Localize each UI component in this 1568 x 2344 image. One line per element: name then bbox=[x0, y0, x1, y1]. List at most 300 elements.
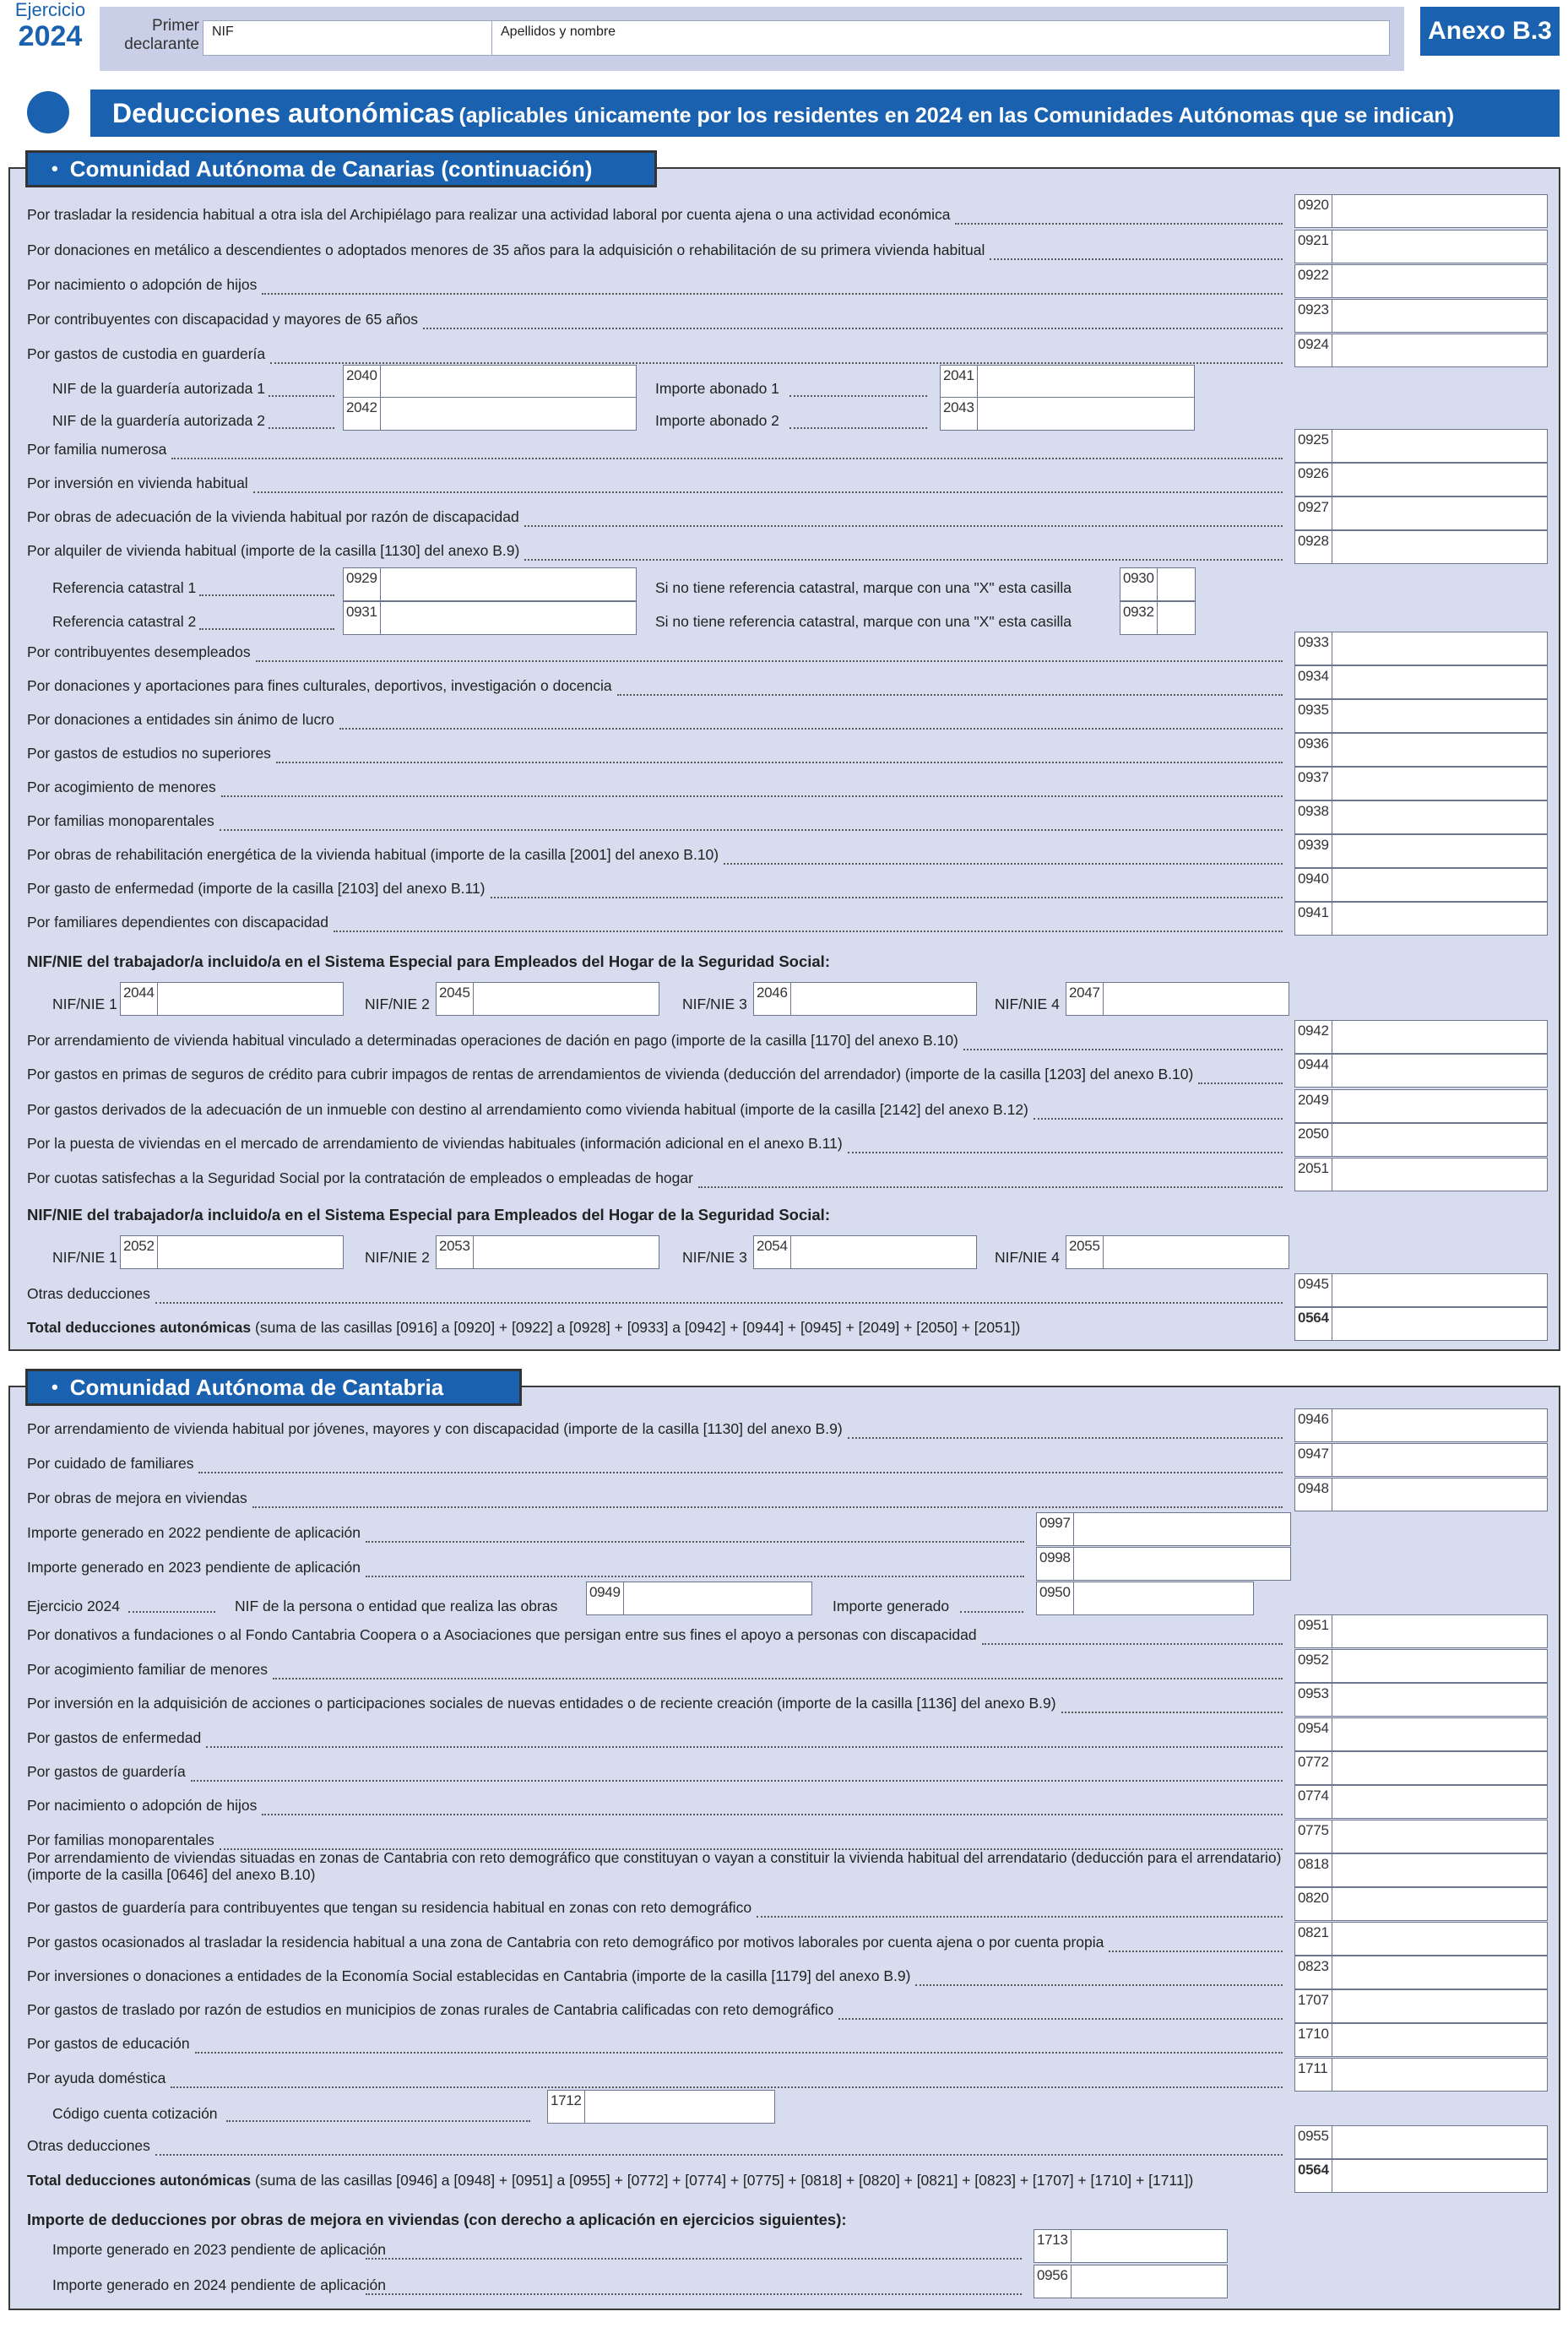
row-label-r0927: Por obras de adecuación de la vivienda habitual por razón de discapacidad bbox=[27, 508, 519, 525]
amount-box-r2050[interactable] bbox=[1294, 1123, 1548, 1157]
box-code: 0930 bbox=[1120, 568, 1158, 600]
box-code: 2040 bbox=[344, 366, 381, 398]
box-code: 2054 bbox=[754, 1236, 791, 1268]
leader-dots bbox=[982, 1643, 1283, 1645]
amount-box-r0775[interactable] bbox=[1294, 1820, 1548, 1853]
row-label-r0820: Por gastos de guardería para contribuyentes que tengan su residencia habitual en zonas con reto demográfico bbox=[27, 1899, 752, 1916]
box-value[interactable] bbox=[1332, 497, 1547, 529]
sin-referencia-label: Si no tiene referencia catastral, marque con una "X" esta casilla bbox=[655, 579, 1072, 596]
r0818-line2: (importe de la casilla [0646] del anexo B.10) bbox=[27, 1866, 316, 1883]
primer-declarante-label: Primer declarante bbox=[124, 17, 199, 53]
box-value[interactable] bbox=[1074, 1582, 1253, 1614]
box-value[interactable] bbox=[1332, 2126, 1547, 2158]
box-value[interactable] bbox=[381, 568, 636, 600]
leader-dots bbox=[171, 458, 1283, 459]
leader-dots bbox=[990, 258, 1283, 260]
nifnie-heading: NIF/NIE del trabajador/a incluido/a en el Sistema Especial para Empleados del Hogar de la Seguridad Social: bbox=[27, 952, 830, 970]
amount-box-r1711[interactable] bbox=[1294, 2058, 1548, 2092]
box-value[interactable] bbox=[1072, 2265, 1227, 2298]
amount-box-r0936[interactable] bbox=[1294, 733, 1548, 767]
anexo-badge: Anexo B.3 bbox=[1420, 7, 1560, 56]
row-label-r0823: Por inversiones o donaciones a entidades de la Economía Social establecidas en Cantabria (importe de la casilla [1179] del anexo B.9) bbox=[27, 1967, 911, 1984]
leader-dots bbox=[724, 863, 1283, 865]
guarderia-nif-box[interactable] bbox=[343, 365, 637, 399]
amount-box-r0934[interactable] bbox=[1294, 665, 1548, 699]
amount-box-r0954[interactable] bbox=[1294, 1717, 1548, 1751]
canarias-total-label bbox=[27, 1319, 1020, 1337]
nifnie-label-4: NIF/NIE 4 bbox=[995, 996, 1060, 1012]
amount-box-r0955[interactable] bbox=[1294, 2125, 1548, 2159]
box-value[interactable] bbox=[978, 366, 1194, 398]
box-value[interactable] bbox=[1332, 2059, 1547, 2091]
leader-dots bbox=[199, 628, 334, 630]
leader-dots bbox=[128, 1611, 215, 1613]
nifnie-label-2: NIF/NIE 2 bbox=[365, 1249, 430, 1266]
row-label-r0941: Por familiares dependientes con discapacidad bbox=[27, 914, 329, 931]
box-value[interactable] bbox=[1332, 265, 1547, 297]
nifnie-box-3[interactable] bbox=[753, 1235, 977, 1269]
amount-box-r0923[interactable] bbox=[1294, 299, 1548, 333]
amount-box-r2049[interactable] bbox=[1294, 1089, 1548, 1123]
box-code: 0997 bbox=[1037, 1513, 1074, 1545]
leader-dots bbox=[191, 1780, 1283, 1782]
box-value[interactable] bbox=[1332, 300, 1547, 332]
box-value[interactable] bbox=[1074, 1548, 1290, 1580]
leader-dots bbox=[1034, 1118, 1283, 1120]
box-value[interactable] bbox=[474, 1236, 659, 1268]
box-value[interactable] bbox=[1332, 1274, 1547, 1306]
box-value[interactable] bbox=[1332, 1888, 1547, 1920]
box-value[interactable] bbox=[1332, 1055, 1547, 1087]
leader-dots bbox=[198, 1472, 1283, 1473]
box-value[interactable] bbox=[1332, 1650, 1547, 1682]
leader-dots bbox=[366, 2258, 1022, 2260]
leader-dots bbox=[524, 559, 1283, 561]
importe-abonado-box[interactable] bbox=[940, 397, 1195, 431]
box-value[interactable] bbox=[1332, 2160, 1547, 2192]
box-code: 2047 bbox=[1066, 983, 1104, 1015]
leader-dots bbox=[789, 395, 927, 397]
box-code: 0941 bbox=[1295, 903, 1332, 935]
box-code: 0923 bbox=[1295, 300, 1332, 332]
amount-box-r0928[interactable] bbox=[1294, 530, 1548, 564]
box-code: 0926 bbox=[1295, 464, 1332, 496]
leader-dots bbox=[155, 2154, 1283, 2156]
box-code: 2053 bbox=[437, 1236, 474, 1268]
box-value[interactable] bbox=[1332, 1615, 1547, 1647]
leader-dots bbox=[252, 1506, 1283, 1508]
leader-dots bbox=[1198, 1082, 1283, 1084]
row-label-r0942: Por arrendamiento de vivienda habitual vinculado a determinadas operaciones de dación en pago (importe de la casilla [1170] del anexo B.10) bbox=[27, 1032, 958, 1049]
nifnie-box-3[interactable] bbox=[753, 982, 977, 1016]
box-value[interactable] bbox=[1158, 568, 1195, 600]
box-code: 0931 bbox=[344, 602, 381, 634]
row-label-r0940: Por gasto de enfermedad (importe de la casilla [2103] del anexo B.11) bbox=[27, 880, 486, 897]
box-code: 2049 bbox=[1295, 1090, 1332, 1122]
leader-dots bbox=[423, 328, 1283, 329]
row-label-r2049: Por gastos derivados de la adecuación de un inmueble con destino al arrendamiento como vivienda habitual (importe de la casilla [2142] del anexo B.12) bbox=[27, 1101, 1028, 1118]
box-value[interactable] bbox=[1332, 1820, 1547, 1853]
amount-box-r0772[interactable] bbox=[1294, 1751, 1548, 1785]
box-code: 0954 bbox=[1295, 1718, 1332, 1750]
amount-box-r0820[interactable] bbox=[1294, 1887, 1548, 1921]
box-value[interactable] bbox=[1332, 903, 1547, 935]
leader-dots bbox=[276, 762, 1283, 763]
amount-box-r0948[interactable] bbox=[1294, 1478, 1548, 1511]
amount-box-r0938[interactable] bbox=[1294, 800, 1548, 834]
leader-dots bbox=[366, 1541, 1024, 1543]
box-value[interactable] bbox=[1332, 334, 1547, 366]
amount-box-r0922[interactable] bbox=[1294, 264, 1548, 298]
box-value[interactable] bbox=[1332, 632, 1547, 665]
leader-dots bbox=[963, 1049, 1283, 1050]
row-label-r0934: Por donaciones y aportaciones para fines culturales, deportivos, investigación o docencia bbox=[27, 677, 612, 694]
amount-box-r1710[interactable] bbox=[1294, 2023, 1548, 2057]
amount-box-r1713[interactable] bbox=[1034, 2229, 1228, 2263]
box-value[interactable] bbox=[1074, 1513, 1290, 1545]
guarderia-nif-label: NIF de la guardería autorizada 2 bbox=[52, 412, 265, 429]
amount-box-r0920[interactable] bbox=[1294, 194, 1548, 228]
row-label-r0944: Por gastos en primas de seguros de crédito para cubrir impagos de rentas de arrendamientos de vivienda (deducción del arrendador) (importe de la casilla [1203] del anexo B.10) bbox=[27, 1066, 1194, 1082]
nifnie-label-3: NIF/NIE 3 bbox=[682, 996, 747, 1012]
box-value[interactable] bbox=[1332, 1158, 1547, 1191]
row-label-r1711: Por ayuda doméstica bbox=[27, 2070, 166, 2086]
amount-box-r0926[interactable] bbox=[1294, 463, 1548, 496]
amount-box-r0821[interactable] bbox=[1294, 1922, 1548, 1956]
leader-dots bbox=[915, 1984, 1283, 1986]
amount-box-r0998[interactable] bbox=[1036, 1547, 1291, 1581]
box-value[interactable] bbox=[1104, 983, 1289, 1015]
box-value[interactable] bbox=[1332, 531, 1547, 563]
leader-dots bbox=[226, 2120, 530, 2122]
box-code: 0564 bbox=[1295, 2160, 1332, 2192]
leader-dots bbox=[253, 491, 1283, 493]
box-value[interactable] bbox=[1332, 1718, 1547, 1750]
box-value[interactable] bbox=[978, 398, 1194, 430]
box-code: 0936 bbox=[1295, 734, 1332, 766]
amount-box-r0944[interactable] bbox=[1294, 1054, 1548, 1088]
box-value[interactable] bbox=[158, 983, 343, 1015]
row-label-r0939: Por obras de rehabilitación energética de la vivienda habitual (importe de la casilla [2001] del anexo B.10) bbox=[27, 846, 719, 863]
box-value[interactable] bbox=[1332, 734, 1547, 766]
box-value[interactable] bbox=[791, 1236, 976, 1268]
amount-box-r0937[interactable] bbox=[1294, 767, 1548, 800]
box-value[interactable] bbox=[158, 1236, 343, 1268]
row-label-r2050: Por la puesta de viviendas en el mercado de arrendamiento de viviendas habituales (información adicional en el anexo B.11) bbox=[27, 1135, 843, 1152]
canarias-total-box[interactable] bbox=[1294, 1307, 1548, 1341]
ejercicio-2024-label: Ejercicio 2024 bbox=[27, 1598, 120, 1614]
leader-dots bbox=[221, 795, 1283, 797]
box-code: 2045 bbox=[437, 983, 474, 1015]
box-value[interactable] bbox=[1332, 464, 1547, 496]
row-label-r0936: Por gastos de estudios no superiores bbox=[27, 745, 271, 762]
codigo-cuenta-label: Código cuenta cotización bbox=[52, 2105, 218, 2122]
box-value[interactable] bbox=[585, 2091, 774, 2123]
row-label-r1707: Por gastos de traslado por razón de estudios en municipios de zonas rurales de Cantabria calificadas con reto demográfico bbox=[27, 2001, 834, 2018]
row-label-r0775: Por familias monoparentales bbox=[27, 1831, 214, 1848]
leader-dots bbox=[960, 1611, 1023, 1613]
box-value[interactable] bbox=[1332, 1990, 1547, 2022]
box-value[interactable] bbox=[381, 366, 636, 398]
amount-box-r0818[interactable] bbox=[1294, 1853, 1548, 1887]
nifnie-label-3: NIF/NIE 3 bbox=[682, 1249, 747, 1266]
leader-dots bbox=[524, 525, 1283, 527]
r0818-line1: Por arrendamiento de viviendas situadas en zonas de Cantabria con reto demográfico que constituyan o vayan a constituir la vivienda habitual del arrendatario (deducción para el arrendatario) bbox=[27, 1849, 1282, 1866]
box-value[interactable] bbox=[624, 1582, 811, 1614]
amount-box-r0774[interactable] bbox=[1294, 1785, 1548, 1819]
cantabria-total-label bbox=[27, 2172, 1193, 2189]
box-code: 1707 bbox=[1295, 1990, 1332, 2022]
box-value[interactable] bbox=[1332, 231, 1547, 263]
sin-referencia-label: Si no tiene referencia catastral, marque con una "X" esta casilla bbox=[655, 613, 1072, 630]
nifnie-box-1[interactable] bbox=[120, 1235, 344, 1269]
row-label-r0935: Por donaciones a entidades sin ánimo de lucro bbox=[27, 711, 334, 728]
box-code: 2041 bbox=[941, 366, 978, 398]
apellidos-field[interactable] bbox=[491, 20, 1390, 56]
box-value[interactable] bbox=[791, 983, 976, 1015]
box-value[interactable] bbox=[1332, 2024, 1547, 2056]
box-code: 0928 bbox=[1295, 531, 1332, 563]
nif-label: NIF bbox=[212, 24, 234, 39]
leader-dots bbox=[171, 2086, 1283, 2088]
box-value[interactable] bbox=[1332, 700, 1547, 732]
importe-abonado-box[interactable] bbox=[940, 365, 1195, 399]
box-code: 0953 bbox=[1295, 1684, 1332, 1716]
amount-box-r0935[interactable] bbox=[1294, 699, 1548, 733]
leader-dots bbox=[339, 728, 1283, 730]
importe-abonado-label: Importe abonado 2 bbox=[655, 412, 779, 429]
box-code: 0921 bbox=[1295, 231, 1332, 263]
leader-dots bbox=[848, 1152, 1283, 1153]
row-label-r0923: Por contribuyentes con discapacidad y mayores de 65 años bbox=[27, 311, 419, 328]
bullet-icon: • bbox=[52, 158, 58, 179]
title-bold: Deducciones autonómicas bbox=[112, 98, 455, 128]
amount-box-r0952[interactable] bbox=[1294, 1649, 1548, 1683]
nifnie-label-1: NIF/NIE 1 bbox=[52, 996, 117, 1012]
row-label-r0928: Por alquiler de vivienda habitual (importe de la casilla [1130] del anexo B.9) bbox=[27, 542, 520, 559]
leader-dots bbox=[334, 931, 1283, 932]
leader-dots bbox=[269, 427, 334, 429]
leader-dots bbox=[155, 1302, 1283, 1304]
amount-box-r0945[interactable] bbox=[1294, 1273, 1548, 1307]
declarant-header bbox=[100, 7, 1404, 71]
nifnie-box-4[interactable] bbox=[1066, 982, 1289, 1016]
amount-box-r0927[interactable] bbox=[1294, 496, 1548, 530]
row-label-r0945: Otras deducciones bbox=[27, 1285, 150, 1302]
leader-dots bbox=[206, 1746, 1283, 1748]
box-code: 2055 bbox=[1066, 1236, 1104, 1268]
leader-dots bbox=[848, 1437, 1283, 1439]
amount-box-r0956[interactable] bbox=[1034, 2265, 1228, 2298]
amount-box-r0997[interactable] bbox=[1036, 1512, 1291, 1546]
box-code: 0774 bbox=[1295, 1786, 1332, 1818]
box-value[interactable] bbox=[1072, 2230, 1227, 2262]
box-value[interactable] bbox=[474, 983, 659, 1015]
box-code: 0775 bbox=[1295, 1820, 1332, 1853]
row-label-r0774: Por nacimiento o adopción de hijos bbox=[27, 1797, 258, 1814]
box-code: 0939 bbox=[1295, 835, 1332, 867]
box-code: 0945 bbox=[1295, 1274, 1332, 1306]
box-value[interactable] bbox=[1332, 1752, 1547, 1784]
box-value[interactable] bbox=[1332, 195, 1547, 227]
cantabria-total-box[interactable] bbox=[1294, 2159, 1548, 2193]
nifnie-box-4[interactable] bbox=[1066, 1235, 1289, 1269]
row-label-r0933: Por contribuyentes desempleados bbox=[27, 643, 251, 660]
guarderia-nif-box[interactable] bbox=[343, 397, 637, 431]
amount-box-r0946[interactable] bbox=[1294, 1408, 1548, 1442]
leader-dots bbox=[1061, 1712, 1283, 1713]
referencia-catastral-label: Referencia catastral 1 bbox=[52, 579, 197, 596]
box-value[interactable] bbox=[1332, 768, 1547, 800]
row-label-r0938: Por familias monoparentales bbox=[27, 812, 214, 829]
box-value[interactable] bbox=[1332, 1786, 1547, 1818]
box-code: 2046 bbox=[754, 983, 791, 1015]
cantabria-total-bold: Total deducciones autonómicas bbox=[27, 2172, 252, 2189]
box-value[interactable] bbox=[1332, 1684, 1547, 1716]
box-code: 0925 bbox=[1295, 430, 1332, 462]
amount-box-r0939[interactable] bbox=[1294, 834, 1548, 868]
box-value[interactable] bbox=[1332, 1409, 1547, 1441]
leader-dots bbox=[256, 660, 1283, 662]
box-value[interactable] bbox=[1332, 801, 1547, 833]
apellidos-label: Apellidos y nombre bbox=[501, 24, 616, 39]
sin-referencia-checkbox[interactable] bbox=[1120, 601, 1196, 635]
row-label-r2051: Por cuotas satisfechas a la Seguridad Social por la contratación de empleados o empleadas de hogar bbox=[27, 1169, 693, 1186]
box-value[interactable] bbox=[1332, 1090, 1547, 1122]
row-label-r0920: Por trasladar la residencia habitual a otra isla del Archipiélago para realizar una actividad laboral por cuenta ajena o una actividad económica bbox=[27, 206, 951, 223]
amount-box-r0947[interactable] bbox=[1294, 1443, 1548, 1477]
box-value[interactable] bbox=[1332, 430, 1547, 462]
box-value[interactable] bbox=[1332, 1479, 1547, 1511]
referencia-catastral-box[interactable] bbox=[343, 601, 637, 635]
leader-dots bbox=[199, 594, 334, 596]
box-value[interactable] bbox=[1332, 1854, 1547, 1886]
nifnie-label-2: NIF/NIE 2 bbox=[365, 996, 430, 1012]
box-code: 0820 bbox=[1295, 1888, 1332, 1920]
amount-box-r0953[interactable] bbox=[1294, 1683, 1548, 1717]
row-label-r0948: Por obras de mejora en viviendas bbox=[27, 1489, 247, 1506]
leader-dots bbox=[491, 897, 1283, 898]
amount-box-r0925[interactable] bbox=[1294, 429, 1548, 463]
box-code: 2044 bbox=[121, 983, 158, 1015]
box-code: 0564 bbox=[1295, 1308, 1332, 1340]
box-value[interactable] bbox=[1332, 1923, 1547, 1955]
row-label-r0926: Por inversión en vivienda habitual bbox=[27, 475, 248, 491]
row-label-r0946: Por arrendamiento de vivienda habitual por jóvenes, mayores y con discapacidad (importe de la casilla [1130] del anexo B.9) bbox=[27, 1420, 843, 1437]
leader-dots bbox=[838, 2018, 1283, 2020]
title-sub: (aplicables únicamente por los residentes en 2024 en las Comunidades Autónomas que se indican) bbox=[458, 104, 1455, 128]
row-label-r0922: Por nacimiento o adopción de hijos bbox=[27, 276, 258, 293]
box-code: 0929 bbox=[344, 568, 381, 600]
leader-dots bbox=[1109, 1951, 1283, 1952]
amount-box-r0921[interactable] bbox=[1294, 230, 1548, 263]
box-code: 1710 bbox=[1295, 2024, 1332, 2056]
amount-box-r1707[interactable] bbox=[1294, 1989, 1548, 2023]
box-code: 0937 bbox=[1295, 768, 1332, 800]
box-code: 0823 bbox=[1295, 1956, 1332, 1989]
referencia-catastral-box[interactable] bbox=[343, 567, 637, 601]
leader-dots bbox=[617, 694, 1283, 696]
row-label-r0947: Por cuidado de familiares bbox=[27, 1455, 194, 1472]
box-value[interactable] bbox=[381, 602, 636, 634]
box-value[interactable] bbox=[1332, 1444, 1547, 1476]
nif-obras-box[interactable] bbox=[586, 1582, 812, 1615]
row-label-r0955: Otras deducciones bbox=[27, 2137, 150, 2154]
amount-box-r0951[interactable] bbox=[1294, 1614, 1548, 1648]
amount-box-r0942[interactable] bbox=[1294, 1020, 1548, 1054]
box-code: 1713 bbox=[1034, 2230, 1072, 2262]
leader-dots bbox=[757, 1916, 1283, 1918]
leader-dots bbox=[698, 1186, 1283, 1188]
box-code: 0998 bbox=[1037, 1548, 1074, 1580]
box-value[interactable] bbox=[381, 398, 636, 430]
box-code: 0920 bbox=[1295, 195, 1332, 227]
box-value[interactable] bbox=[1332, 869, 1547, 901]
amount-box-r0823[interactable] bbox=[1294, 1956, 1548, 1989]
leader-dots bbox=[269, 395, 334, 397]
box-code: 0944 bbox=[1295, 1055, 1332, 1087]
codigo-cuenta-box[interactable] bbox=[547, 2090, 775, 2124]
row-label-r0937: Por acogimiento de menores bbox=[27, 779, 216, 795]
leader-dots bbox=[955, 223, 1283, 225]
box-code: 0955 bbox=[1295, 2126, 1332, 2158]
importe-generado-box[interactable] bbox=[1036, 1582, 1254, 1615]
amount-box-r0933[interactable] bbox=[1294, 632, 1548, 665]
box-value[interactable] bbox=[1104, 1236, 1289, 1268]
row-label-r1713: Importe generado en 2023 pendiente de aplicación bbox=[52, 2241, 387, 2258]
amount-box-r0940[interactable] bbox=[1294, 868, 1548, 902]
box-code: 0934 bbox=[1295, 666, 1332, 698]
nifnie-heading-2: NIF/NIE del trabajador/a incluido/a en el Sistema Especial para Empleados del Hogar de la Seguridad Social: bbox=[27, 1206, 830, 1224]
box-value[interactable] bbox=[1158, 602, 1195, 634]
ejercicio-year: 2024 bbox=[18, 20, 83, 52]
importe-generado-label: Importe generado bbox=[833, 1598, 950, 1614]
row-label-r0997: Importe generado en 2022 pendiente de aplicación bbox=[27, 1524, 361, 1541]
box-code: 0952 bbox=[1295, 1650, 1332, 1682]
leader-dots bbox=[220, 1848, 1283, 1850]
guarderia-nif-label: NIF de la guardería autorizada 1 bbox=[52, 380, 265, 397]
nifnie-box-1[interactable] bbox=[120, 982, 344, 1016]
leader-dots bbox=[789, 427, 927, 429]
box-value[interactable] bbox=[1332, 1956, 1547, 1989]
box-code: 0821 bbox=[1295, 1923, 1332, 1955]
leader-dots bbox=[195, 2052, 1283, 2054]
box-code: 0924 bbox=[1295, 334, 1332, 366]
row-label-r0954: Por gastos de enfermedad bbox=[27, 1729, 202, 1746]
box-code: 0946 bbox=[1295, 1409, 1332, 1441]
leader-dots bbox=[366, 2293, 1022, 2295]
box-value[interactable] bbox=[1332, 1021, 1547, 1053]
nifnie-box-2[interactable] bbox=[436, 1235, 659, 1269]
amount-box-r2051[interactable] bbox=[1294, 1158, 1548, 1191]
amount-box-r0924[interactable] bbox=[1294, 334, 1548, 367]
cantabria-tab bbox=[25, 1369, 522, 1406]
canarias-total-bold: Total deducciones autonómicas bbox=[27, 1319, 252, 1336]
box-value[interactable] bbox=[1332, 666, 1547, 698]
box-value[interactable] bbox=[1332, 1308, 1547, 1340]
sin-referencia-checkbox[interactable] bbox=[1120, 567, 1196, 601]
box-value[interactable] bbox=[1332, 1124, 1547, 1156]
leader-dots bbox=[273, 1678, 1283, 1679]
amount-box-r0941[interactable] bbox=[1294, 902, 1548, 936]
box-value[interactable] bbox=[1332, 835, 1547, 867]
box-code: 0942 bbox=[1295, 1021, 1332, 1053]
box-code: 2042 bbox=[344, 398, 381, 430]
box-code: 2052 bbox=[121, 1236, 158, 1268]
nifnie-box-2[interactable] bbox=[436, 982, 659, 1016]
importe-abonado-label: Importe abonado 1 bbox=[655, 380, 779, 397]
box-code: 2043 bbox=[941, 398, 978, 430]
